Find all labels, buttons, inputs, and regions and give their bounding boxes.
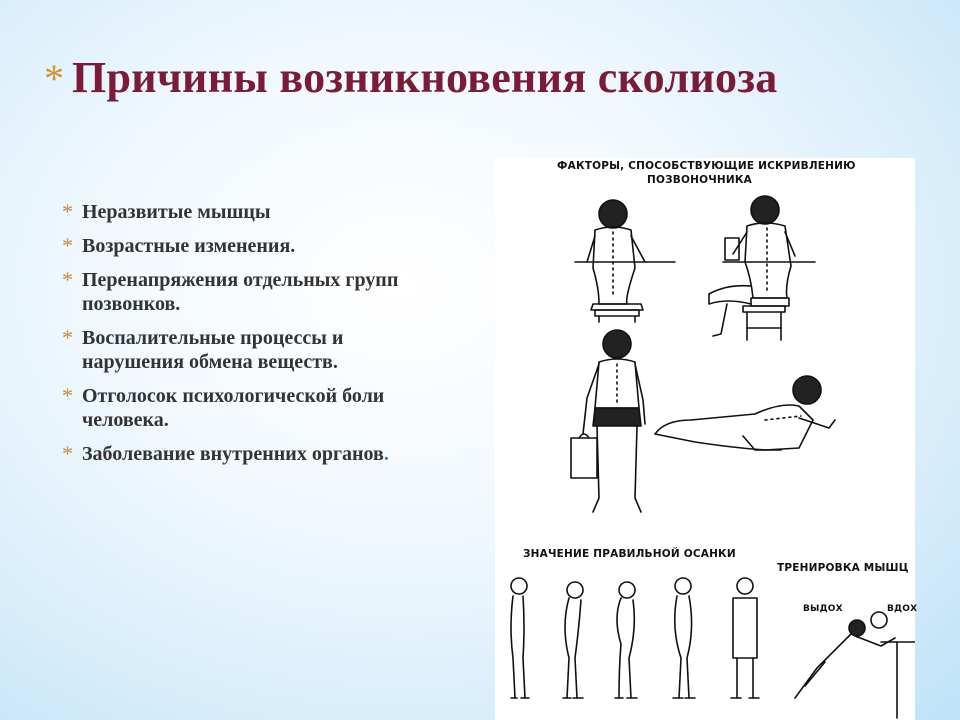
- list-item: [62, 326, 442, 374]
- bullet-star-icon: *: [62, 233, 73, 258]
- illustration-drawing: [495, 158, 918, 720]
- list-item: [62, 200, 442, 224]
- list-item: [62, 442, 442, 466]
- bullet-text-main: Заболевание внутренних органов: [82, 443, 384, 465]
- bullet-text: Отголосок психологической боли человека.: [82, 385, 385, 431]
- standing-figure-bag: [571, 330, 645, 512]
- lying-figure: [655, 376, 835, 450]
- bullet-text: Воспалительные процессы и нарушения обмена веществ.: [82, 327, 344, 373]
- title-text: Причины возникновения сколиоза: [72, 53, 778, 102]
- bullet-star-icon: *: [62, 199, 73, 224]
- bullet-star-icon: *: [62, 325, 73, 350]
- posture-illustration: [495, 158, 918, 720]
- bullet-star-icon: *: [62, 267, 73, 292]
- bullet-text-last: [82, 442, 389, 466]
- training-figure: [795, 612, 915, 718]
- figure-caption-line1: ФАКТОРЫ, СПОСОБСТВУЮЩИЕ ИСКРИВЛЕНИЮ: [557, 160, 856, 172]
- list-item: [62, 268, 442, 316]
- sitting-figure-2: [709, 196, 815, 340]
- bullet-list: [62, 200, 442, 476]
- figure-caption-posture: ЗНАЧЕНИЕ ПРАВИЛЬНОЙ ОСАНКИ: [523, 548, 736, 560]
- bullet-text: Возрастные изменения.: [82, 235, 296, 257]
- posture-figures: [511, 578, 759, 698]
- figure-caption-line2: ПОЗВОНОЧНИКА: [647, 174, 752, 186]
- label-inhale: ВДОХ: [887, 604, 918, 614]
- bullet-text: Перенапряжения отдельных групп позвонков.: [82, 269, 399, 315]
- bullet-text-suffix: .: [383, 443, 389, 465]
- label-exhale: ВЫДОХ: [803, 604, 843, 614]
- bullet-text: Неразвитые мышцы: [82, 201, 271, 223]
- list-item: [62, 384, 442, 432]
- figure-caption-training: ТРЕНИРОВКА МЫШЦ: [777, 562, 909, 574]
- bullet-star-icon: *: [62, 383, 73, 408]
- title-star-icon: *: [44, 56, 64, 101]
- sitting-figure-1: [575, 200, 675, 322]
- bullet-star-icon: *: [62, 441, 73, 466]
- slide-title: [44, 52, 944, 103]
- list-item: [62, 234, 442, 258]
